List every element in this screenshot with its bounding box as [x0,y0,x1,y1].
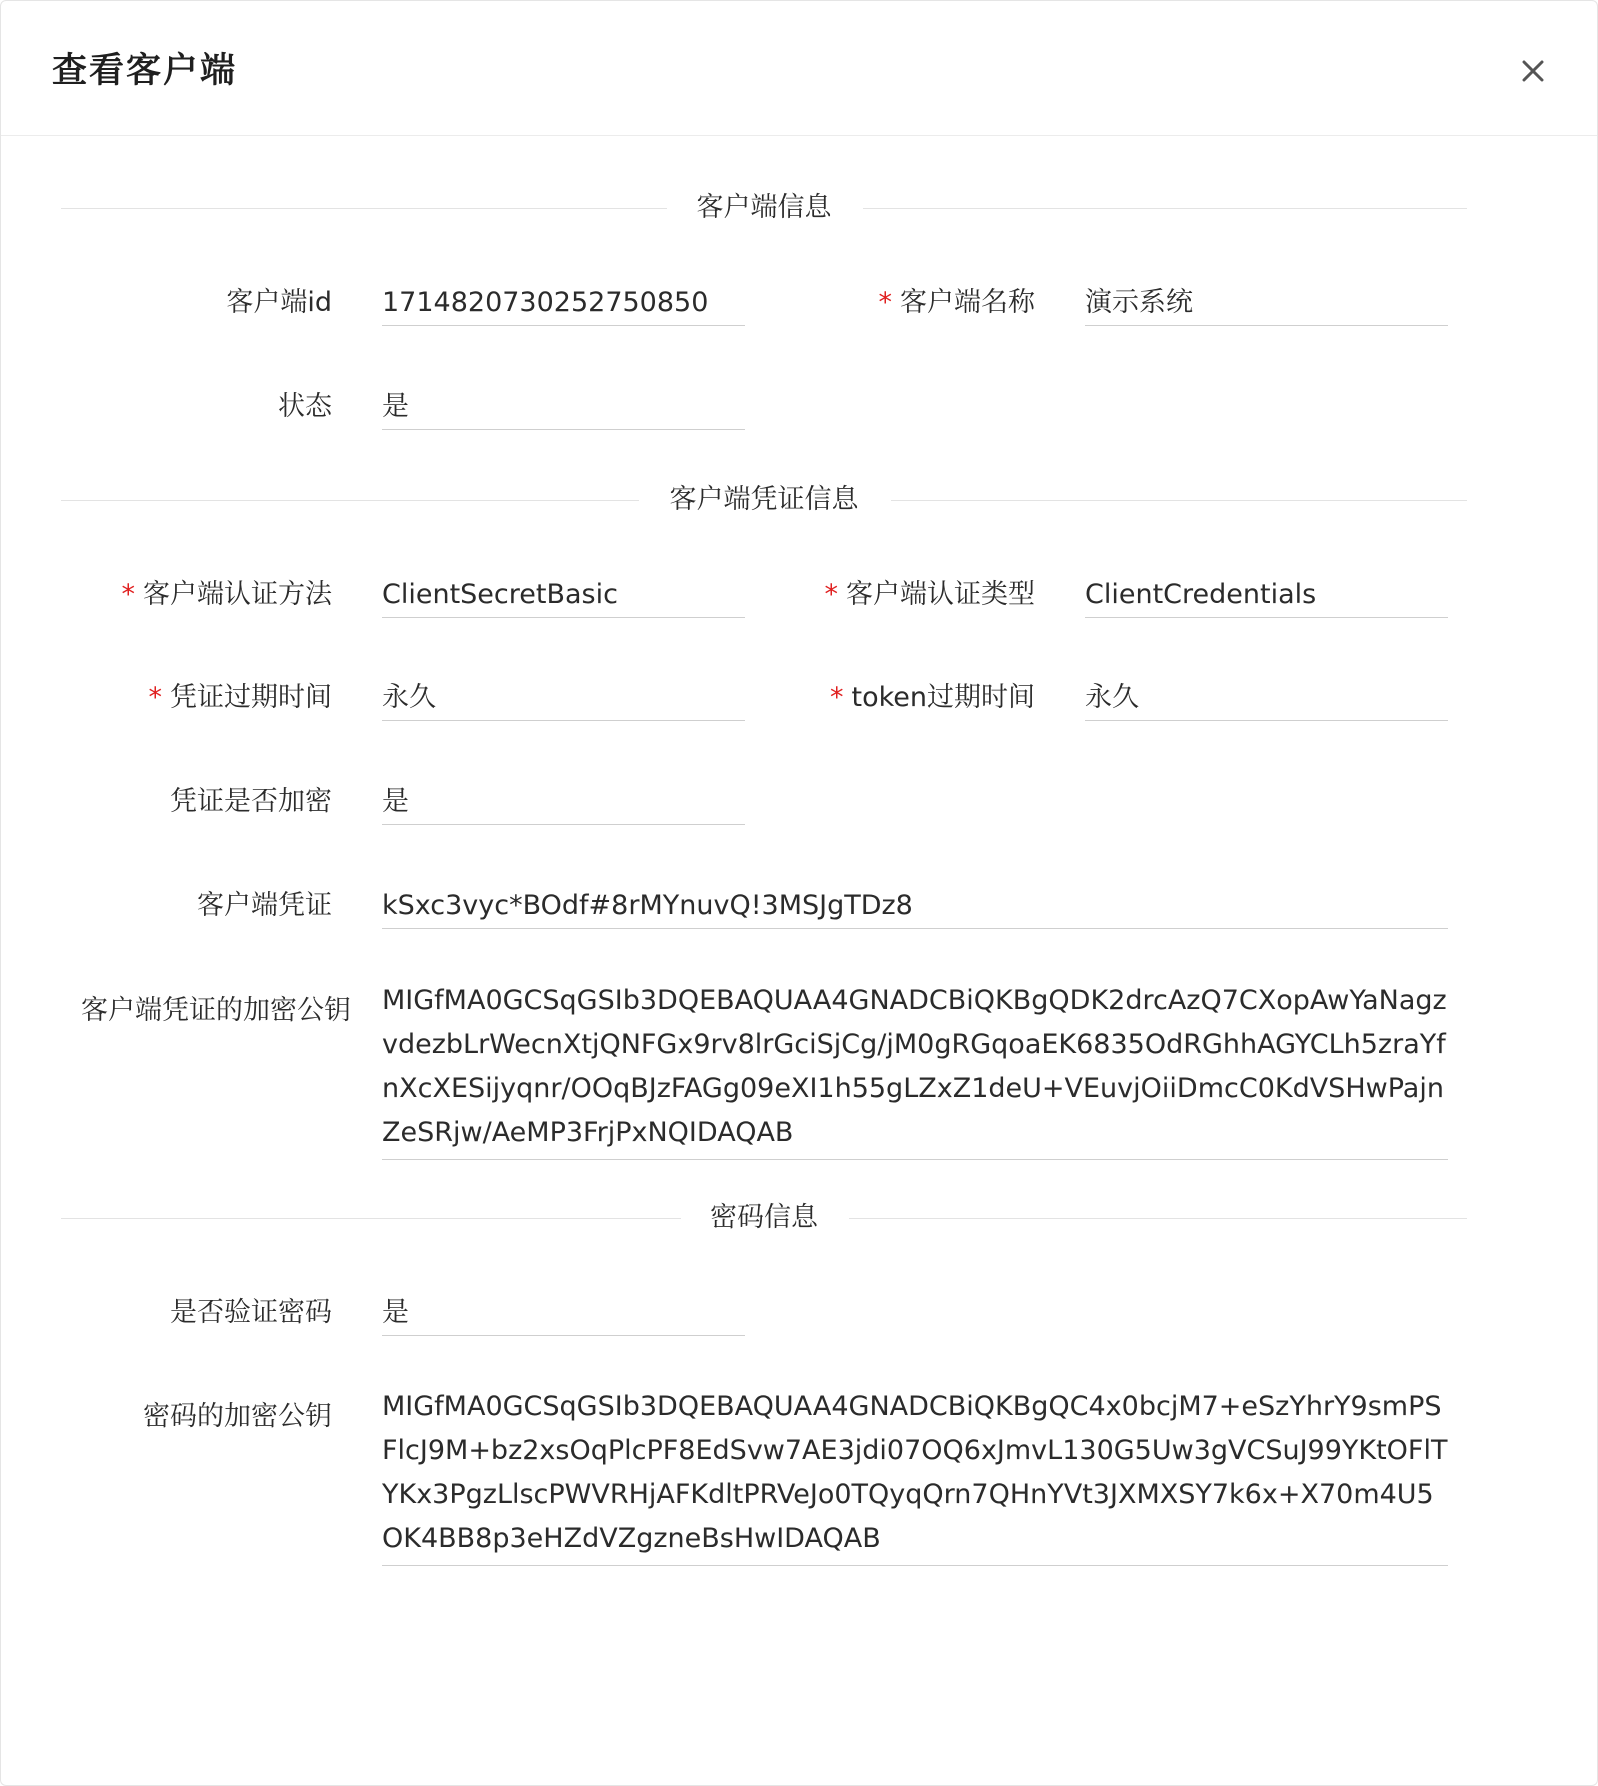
label-text: 是否验证密码 [170,1297,332,1328]
auth-type-label [825,578,1036,612]
section-divider-client-info [61,191,1467,225]
section-divider-credential-info [61,483,1467,517]
label-text: 凭证过期时间 [170,682,332,713]
section-title: 密码信息 [682,1202,846,1233]
credential-expire-label [149,681,333,715]
credential-public-key-field[interactable]: MIGfMA0GCSqGSIb3DQEBAQUAA4GNADCBiQKBgQDK2drcAzQ7CXopAwYaNagzvdezbLrWecnXtjQNFGx9rv8lrGciSjCg/jM0gRGqoaEK6835OdRGhhAGYCLh5zraYfnXcXESijyqnr/OOqBJzFAGg09eXI1h55gLZxZ1deU+VEuvjOiiDmcC0KdVSHwPajnZeSRjw/AeMP3FrjPxNQIDAQAB [382,979,1448,1160]
label-text: 凭证是否加密 [170,786,332,817]
section-divider-password-info [61,1201,1467,1235]
label-text: 客户端名称 [900,287,1035,318]
section-title: 客户端凭证信息 [642,484,887,515]
auth-method-label [122,578,333,612]
label-text: 客户端认证类型 [846,579,1035,610]
verify-password-field[interactable]: 是 [382,1291,745,1336]
password-public-key-field[interactable]: MIGfMA0GCSqGSIb3DQEBAQUAA4GNADCBiQKBgQC4x0bcjM7+eSzYhrY9smPSFlcJ9M+bz2xsOqPlcPF8EdSvw7AE3jdi07OQ6xJmvL130G5Uw3gVCSuJ99YKtOFlTYKx3PgzLlscPWVRHjAFKdltPRVeJo0TQyqQrn7QHnYVt3JXMXSY7k6x+X70m4U5OK4BB8p3eHZdVZgzneBsHwIDAQAB [382,1385,1448,1566]
auth-type-field[interactable]: ClientCredentials [1085,573,1448,618]
required-marker: * [829,682,844,713]
token-expire-field[interactable]: 永久 [1085,676,1448,721]
close-button[interactable] [1513,51,1553,91]
credential-encrypted-field[interactable]: 是 [382,780,745,825]
label-text: 客户端认证方法 [143,579,332,610]
auth-method-field[interactable]: ClientSecretBasic [382,573,745,618]
client-id-field[interactable]: 1714820730252750850 [382,281,745,326]
client-credential-label [197,889,332,923]
label-text: 客户端凭证的加密公钥 [81,995,351,1026]
required-marker: * [121,579,135,610]
required-marker: * [824,579,838,610]
credential-expire-field[interactable]: 永久 [382,676,745,721]
client-credential-field[interactable]: kSxc3vyc*BOdf#8rMYnuvQ!3MSJgTDz8 [382,884,1448,929]
credential-public-key-label [81,994,351,1028]
verify-password-label [170,1296,332,1330]
client-name-field[interactable]: 演示系统 [1085,281,1448,326]
dialog-header [1,1,1597,136]
credential-encrypted-label [170,785,332,819]
label-text: 客户端凭证 [197,890,332,921]
client-name-label [879,286,1036,320]
label-text: 客户端id [226,287,332,318]
status-label [278,390,332,424]
label-text: 密码的加密公钥 [143,1401,332,1432]
close-icon [1513,51,1553,91]
client-id-label [226,286,332,320]
label-text: token过期时间 [851,682,1035,713]
section-title: 客户端信息 [669,192,860,223]
required-marker: * [878,287,892,318]
status-field[interactable]: 是 [382,385,745,430]
label-text: 状态 [278,391,332,422]
password-public-key-label [143,1400,332,1434]
dialog-title: 查看客户端 [52,51,238,91]
token-expire-label [830,681,1035,715]
required-marker: * [148,682,162,713]
